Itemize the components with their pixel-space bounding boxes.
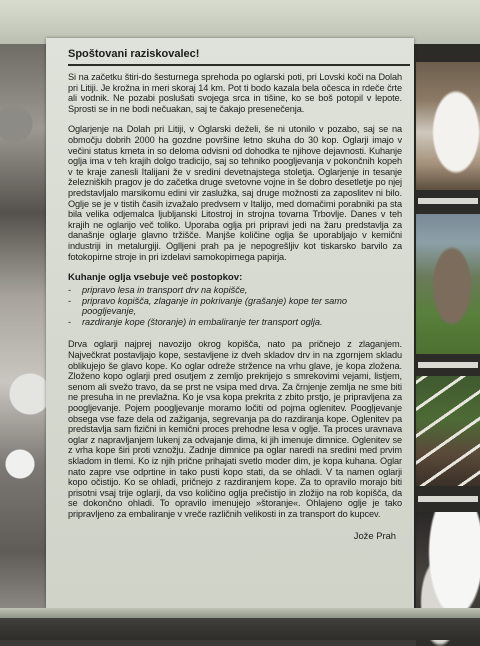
text-content [68, 48, 402, 541]
steps-heading: Kuhanje oglja vsebuje več postopkov: [68, 272, 243, 284]
intro-paragraph: Si na začetku štiri-do šesturnega sprehoda po oglarski poti, pri Lovski koči na Dolah pri Litiji. Je krožna in meri skoraj 14 km. Pot ti bodo kazala bela očesca in rdeče črte ali vodnik. Ne pozabi poslušati svojega srca in tišine, ko se boš potopil v lepote. Sprosti se in ne bodi nečuakan, saj te čakajo presenečenja. [68, 72, 402, 114]
text-panel [46, 38, 414, 608]
list-item: - razdiranje kope (štoranje) in embaliranje ter transport oglja. [68, 317, 402, 328]
wood-stacking-photo [416, 376, 480, 486]
sign-frame-bottom [0, 608, 480, 640]
charcoal-pile-photo [416, 62, 480, 190]
list-item: - pripravo kopišča, zlaganje in pokrivanje (grašanje) kope ter samo poogljevanje, [68, 296, 402, 317]
photo-caption-bar [418, 198, 478, 204]
steps-list [68, 285, 402, 327]
photo-caption-bar [418, 362, 478, 368]
heading-divider [68, 64, 410, 66]
history-paragraph: Oglarjenje na Dolah pri Litiji, v Oglarski deželi, še ni utonilo v pozabo, saj se na območju dobrih 2000 ha gozdne površine letno skuha do 30 kop. Oglarji imajo v večini status kmeta in so deloma odvisni od dohodka te njihove dejavnosti. Kuhanje oglja ima v teh krajih dolgo tradicijo, saj so tehniko poogljevanja v pokončnih kopeh v te kraje zanesli Italijani že v sredini devetnajstega stoletja. Oglarjenje in tesanje železniških pragov je do začetka druge svetovne vojne in še dobro desetletje po njej predstavljalo marsikomu edini vir zaslužka, saj druge možnosti za zaposlitev ni bilo. Oglje se je v tistih časih izvažalo predvsem v Italijo, med domačimi porabniki pa sta bila velika odjemalca ljubljanski Litostroj in strojna tovarna Trbovlje. Danes v teh krajih ne oglarijo več toliko. Uporaba oglja pri pripravi jedi na žaru predstavlja za današnje oglarje glavno tržišče. Manjše količine oglja še uporabljajo v kemični industriji in metalurgiji. Oglljeni prah pa je nepogrešljiv kot tiskarsko barvilo za fotokopirne stroje in pri izdelavi samokopirnega papirja. [68, 124, 402, 262]
greeting-heading: Spoštovani raziskovalec! [68, 48, 200, 60]
photo-caption-bar [418, 496, 478, 502]
frame-edge [0, 608, 480, 618]
author-signature: Jože Prah [353, 529, 396, 541]
list-item: - pripravo lesa in transport drv na kopišče, [68, 285, 402, 296]
process-paragraph: Drva oglarji najprej navozijo okrog kopišča, nato pa pričnejo z zlaganjem. Največkrat postavljajo kope, sestavljene iz dveh skladov drv in na zgornjem skladu oblikujejo še glavo kope. Ko oglar odreže stržence na vrhu glave, je kopa zložena. Zloženo kopo oglarji pred osutjem z zemljo prekrijejo s smrekovimi vejami, listjem, senom ali svežo travo, da se prst ne vsipa med drva. Za črnjenje zemlja ne sme biti ne presuha in ne prevlažna. Ko je vsa kopa prekrita z zbito prstjo, je pripravljena za poogljevanje. Pojem poogljevanje moramo ločiti od pojma oglenitev. Poogljevanje obsega vse faze dela od zažiganja, segrevanja pa do razdiranja kope. Oglenitev pa predstavlja sam fizični in kemični proces prehodne lesa v oglje. Ta proces uravnava oglar z napravljanjem lukenj za odvajanje dima, ki jih imenuje dimnice. Oglenitev se z vrha kope širi proti vznožju. Zadnje dimnice pa oglar naredi na sredini med prvim skladom in tlemi. Ko iz njih prične prihajati svetlo moder dim, je kopa kuhana. Oglar nato zapre vse odprtine in tako pusti kopo stati, da se ohladi. V ta namen oglarji kopo očistijo. Ko se ohladi, pričnejo z razdiranjem kope. Za to opravilo morajo biti prisotni vsaj trije oglarji, da vso količino oglja prečistijo in zložijo na rob kopišča, da se dokončno ohladi. To opravilo imenujejo »štoranje«. Ohlajeno oglje je tako pripravljeno za embaliranje v vreče različnih velikosti in za transport do kupcev. [68, 339, 402, 519]
right-photo-column [414, 44, 480, 608]
kiln-building-photo [416, 214, 480, 354]
left-photo-strip [0, 44, 46, 608]
